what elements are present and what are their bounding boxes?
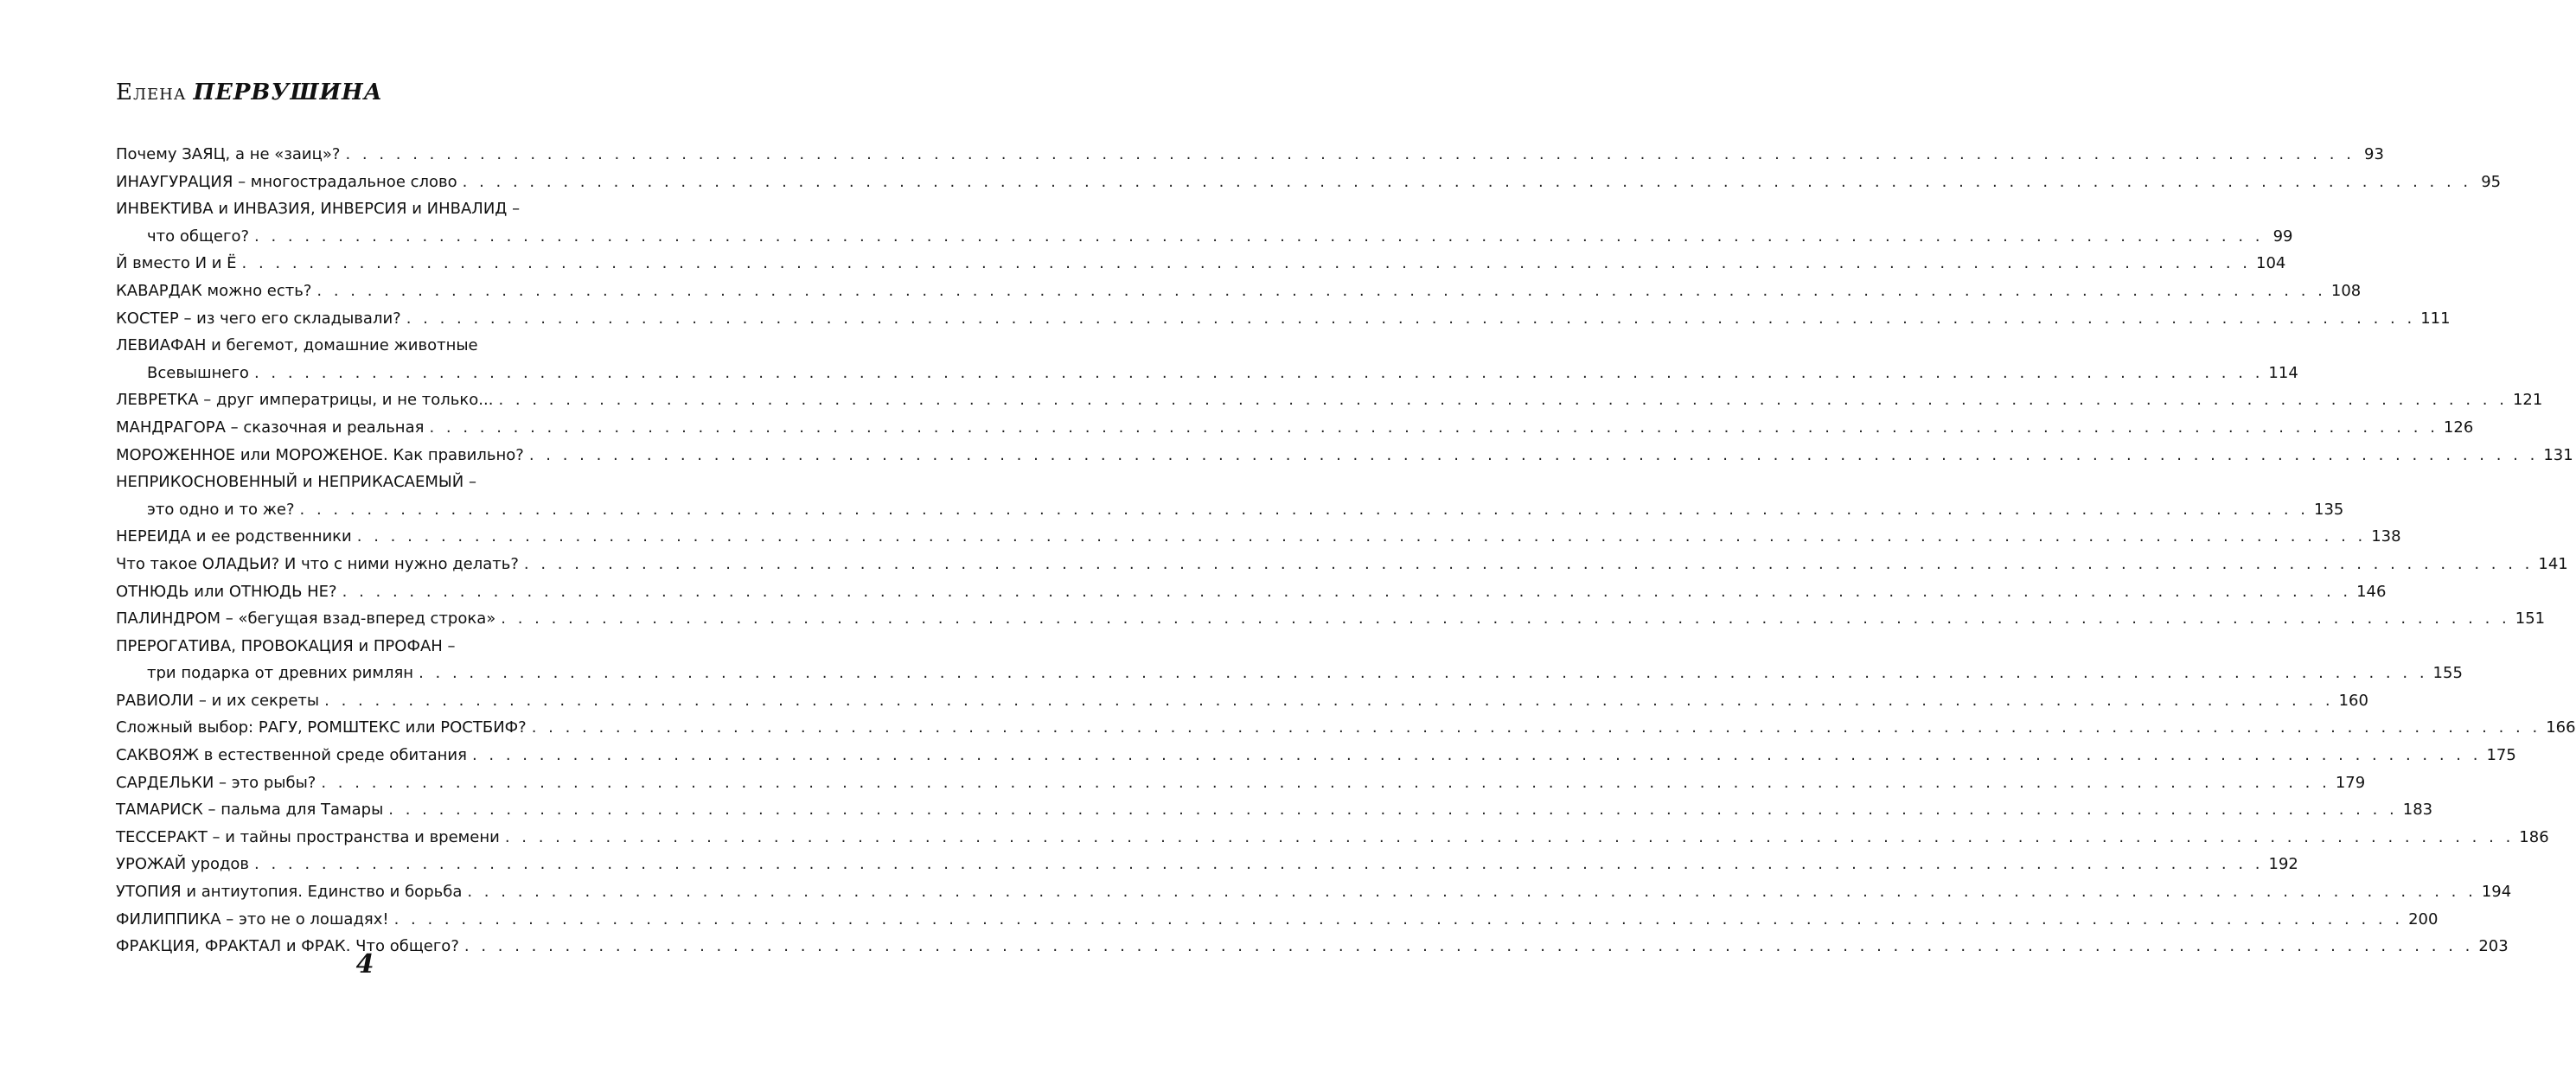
toc-entry	[116, 169, 2502, 196]
dot-leader: . . . . . . . . . . . . . . . . . . . . . . . . . . . . . . . . . . . . . . . . . . . . . . . . . . . . . . . . . . . . . . . . . . . . . . . . . . . . . . . . . . . . . . . . . . . . . . . . . . . . . . . . . . . . . . . . . . . . . . . .	[531, 718, 2541, 737]
toc-entry-page: 160	[2338, 691, 2368, 710]
dot-leader: . . . . . . . . . . . . . . . . . . . . . . . . . . . . . . . . . . . . . . . . . . . . . . . . . . . . . . . . . . . . . . . . . . . . . . . . . . . . . . . . . . . . . . . . . . . . . . . . . . . . . . . . . . . . . . . . . . . . . . . .	[393, 909, 2404, 928]
dot-leader: . . . . . . . . . . . . . . . . . . . . . . . . . . . . . . . . . . . . . . . . . . . . . . . . . . . . . . . . . . . . . . . . . . . . . . . . . . . . . . . . . . . . . . . . . . . . . . . . . . . . . . . . . . . . . . . . . . . . . . . .	[471, 746, 2482, 765]
toc-entry	[116, 278, 2362, 305]
toc-entry-title: ФИЛИППИКА – это не о лошадях!	[116, 909, 389, 928]
toc-entry	[116, 796, 2433, 824]
toc-entry	[116, 878, 2512, 906]
toc-entry-title: НЕРЕИДА и ее родственники	[116, 527, 352, 546]
toc-entry-page: 141	[2538, 554, 2568, 573]
toc-entry-title: САКВОЯЖ в естественной среде обитания	[116, 746, 467, 765]
toc-entry	[116, 742, 2516, 769]
toc-entry-title: ТЕССЕРАКТ – и тайны пространства и времени	[116, 827, 500, 846]
toc-entry-page: 111	[2420, 309, 2451, 328]
toc-entry	[116, 332, 2298, 386]
toc-entry-title: Почему ЗАЯЦ, а не «заиц»?	[116, 145, 341, 163]
toc-entry-title-line1: ЛЕВИАФАН и бегемот, домашние животные	[116, 336, 478, 355]
toc-entry-title-line1: ПРЕРОГАТИВА, ПРОВОКАЦИЯ и ПРОФАН –	[116, 636, 456, 655]
toc-entry-title: Й вместо И и Ё	[116, 254, 237, 273]
dot-leader: . . . . . . . . . . . . . . . . . . . . . . . . . . . . . . . . . . . . . . . . . . . . . . . . . . . . . . . . . . . . . . . . . . . . . . . . . . . . . . . . . . . . . . . . . . . . . . . . . . . . . . . . . . . . . . . . . . . . . . . .	[321, 773, 2330, 792]
author-last-name: ПЕРВУШИНА	[193, 80, 383, 105]
running-header	[116, 80, 383, 105]
toc-entry	[116, 824, 2549, 852]
dot-leader: . . . . . . . . . . . . . . . . . . . . . . . . . . . . . . . . . . . . . . . . . . . . . . . . . . . . . . . . . . . . . . . . . . . . . . . . . . . . . . . . . . . . . . . . . . . . . . . . . . . . . . . . . . . . . . . . . . . . . . . .	[463, 937, 2474, 956]
toc-entry-title: САРДЕЛЬКИ – это рыбы?	[116, 773, 316, 792]
toc-entry	[116, 769, 2366, 797]
toc-entry	[116, 250, 2286, 278]
toc-entry-title-line1: НЕПРИКОСНОВЕННЫЙ и НЕПРИКАСАЕМЫЙ –	[116, 473, 476, 492]
dot-leader: . . . . . . . . . . . . . . . . . . . . . . . . . . . . . . . . . . . . . . . . . . . . . . . . . . . . . . . . . . . . . . . . . . . . . . . . . . . . . . . . . . . . . . . . . . . . . . . . . . . . . . . . . . . . . . . . . . . . . . . .	[254, 855, 2264, 874]
toc-entry-title-line1: ИНВЕКТИВА и ИНВАЗИЯ, ИНВЕРСИЯ и ИНВАЛИД –	[116, 200, 521, 219]
toc-entry-page: 146	[2356, 582, 2387, 601]
dot-leader: . . . . . . . . . . . . . . . . . . . . . . . . . . . . . . . . . . . . . . . . . . . . . . . . . . . . . . . . . . . . . . . . . . . . . . . . . . . . . . . . . . . . . . . . . . . . . . . . . . . . . . . . . . . . . . . . . . . . . . . .	[429, 418, 2439, 437]
toc-entry-page: 121	[2512, 391, 2543, 410]
table-of-contents	[116, 141, 2576, 960]
dot-leader: . . . . . . . . . . . . . . . . . . . . . . . . . . . . . . . . . . . . . . . . . . . . . . . . . . . . . . . . . . . . . . . . . . . . . . . . . . . . . . . . . . . . . . . . . . . . . . . . . . . . . . . . . . . . . . . . . . . . . . . .	[254, 227, 2264, 246]
dot-leader: . . . . . . . . . . . . . . . . . . . . . . . . . . . . . . . . . . . . . . . . . . . . . . . . . . . . . . . . . . . . . . . . . . . . . . . . . . . . . . . . . . . . . . . . . . . . . . . . . . . . . . . . . . . . . . . . . . . . . . . .	[253, 363, 2264, 382]
toc-entry	[116, 851, 2298, 878]
toc-entry-title: ТАМАРИСК – пальма для Тамары	[116, 801, 384, 820]
dot-leader: . . . . . . . . . . . . . . . . . . . . . . . . . . . . . . . . . . . . . . . . . . . . . . . . . . . . . . . . . . . . . . . . . . . . . . . . . . . . . . . . . . . . . . . . . . . . . . . . . . . . . . . . . . . . . . . . . . . . . . . .	[528, 445, 2539, 464]
toc-entry-title: УРОЖАЙ уродов	[116, 855, 250, 874]
dot-leader: . . . . . . . . . . . . . . . . . . . . . . . . . . . . . . . . . . . . . . . . . . . . . . . . . . . . . . . . . . . . . . . . . . . . . . . . . . . . . . . . . . . . . . . . . . . . . . . . . . . . . . . . . . . . . . . . . . . . . . . .	[462, 172, 2472, 191]
dot-leader: . . . . . . . . . . . . . . . . . . . . . . . . . . . . . . . . . . . . . . . . . . . . . . . . . . . . . . . . . . . . . . . . . . . . . . . . . . . . . . . . . . . . . . . . . . . . . . . . . . . . . . . . . . . . . . . . . . . . . . . .	[467, 883, 2477, 902]
toc-entry	[116, 305, 2451, 333]
toc-entry-title: МАНДРАГОРА – сказочная и реальная	[116, 418, 425, 437]
toc-entry	[116, 687, 2368, 715]
toc-entry-page: 203	[2478, 937, 2509, 956]
dot-leader: . . . . . . . . . . . . . . . . . . . . . . . . . . . . . . . . . . . . . . . . . . . . . . . . . . . . . . . . . . . . . . . . . . . . . . . . . . . . . . . . . . . . . . . . . . . . . . . . . . . . . . . . . . . . . . . . . . . . . . . .	[498, 391, 2508, 410]
dot-leader: . . . . . . . . . . . . . . . . . . . . . . . . . . . . . . . . . . . . . . . . . . . . . . . . . . . . . . . . . . . . . . . . . . . . . . . . . . . . . . . . . . . . . . . . . . . . . . . . . . . . . . . . . . . . . . . . . . . . . . . .	[406, 309, 2416, 328]
toc-entry-page: 114	[2268, 363, 2298, 382]
toc-entry-page: 135	[2314, 500, 2344, 519]
toc-entry	[116, 633, 2463, 687]
page-number: 4	[355, 949, 374, 979]
toc-entry-page: 126	[2443, 418, 2474, 437]
dot-leader: . . . . . . . . . . . . . . . . . . . . . . . . . . . . . . . . . . . . . . . . . . . . . . . . . . . . . . . . . . . . . . . . . . . . . . . . . . . . . . . . . . . . . . . . . . . . . . . . . . . . . . . . . . . . . . . . . . . . . . . .	[345, 145, 2355, 163]
toc-entry-title: Что такое ОЛАДЬИ? И что с ними нужно делать?	[116, 554, 519, 573]
dot-leader: . . . . . . . . . . . . . . . . . . . . . . . . . . . . . . . . . . . . . . . . . . . . . . . . . . . . . . . . . . . . . . . . . . . . . . . . . . . . . . . . . . . . . . . . . . . . . . . . . . . . . . . . . . . . . . . . . . . . . . . .	[299, 500, 2310, 519]
toc-entry	[116, 414, 2474, 442]
toc-entry-title: УТОПИЯ и антиутопия. Единство и борьба	[116, 883, 463, 902]
toc-entry-page: 99	[2272, 227, 2293, 246]
dot-leader: . . . . . . . . . . . . . . . . . . . . . . . . . . . . . . . . . . . . . . . . . . . . . . . . . . . . . . . . . . . . . . . . . . . . . . . . . . . . . . . . . . . . . . . . . . . . . . . . . . . . . . . . . . . . . . . . . . . . . . . .	[324, 691, 2334, 710]
toc-entry	[116, 386, 2543, 414]
toc-entry	[116, 906, 2439, 934]
toc-entry-title-line2: три подарка от древних римлян	[147, 664, 414, 683]
toc-entry-page: 151	[2515, 609, 2546, 629]
toc-entry	[116, 578, 2387, 606]
toc-entry-page: 183	[2402, 801, 2433, 820]
toc-entry-title: ЛЕВРЕТКА – друг императрицы, и не только...	[116, 391, 494, 410]
toc-entry-title: ПАЛИНДРОМ – «бегущая взад-вперед строка»	[116, 609, 496, 629]
toc-entry-title: ФРАКЦИЯ, ФРАКТАЛ и ФРАК. Что общего?	[116, 937, 459, 956]
dot-leader: . . . . . . . . . . . . . . . . . . . . . . . . . . . . . . . . . . . . . . . . . . . . . . . . . . . . . . . . . . . . . . . . . . . . . . . . . . . . . . . . . . . . . . . . . . . . . . . . . . . . . . . . . . . . . . . . . . . . . . . .	[419, 664, 2428, 683]
author-first-name: Елена	[116, 80, 187, 105]
toc-entry-page: 104	[2256, 254, 2286, 273]
toc-entry-page: 200	[2408, 909, 2439, 928]
toc-entry	[116, 469, 2344, 523]
dot-leader: . . . . . . . . . . . . . . . . . . . . . . . . . . . . . . . . . . . . . . . . . . . . . . . . . . . . . . . . . . . . . . . . . . . . . . . . . . . . . . . . . . . . . . . . . . . . . . . . . . . . . . . . . . . . . . . . . . . . . . . .	[504, 827, 2515, 846]
toc-entry	[116, 605, 2546, 633]
toc-entry-page: 131	[2543, 445, 2573, 464]
toc-entry-title: КОСТЕР – из чего его складывали?	[116, 309, 401, 328]
dot-leader: . . . . . . . . . . . . . . . . . . . . . . . . . . . . . . . . . . . . . . . . . . . . . . . . . . . . . . . . . . . . . . . . . . . . . . . . . . . . . . . . . . . . . . . . . . . . . . . . . . . . . . . . . . . . . . . . . . . . . . . .	[523, 554, 2534, 573]
dot-leader: . . . . . . . . . . . . . . . . . . . . . . . . . . . . . . . . . . . . . . . . . . . . . . . . . . . . . . . . . . . . . . . . . . . . . . . . . . . . . . . . . . . . . . . . . . . . . . . . . . . . . . . . . . . . . . . . . . . . . . . .	[356, 527, 2367, 546]
toc-entry-page: 179	[2335, 773, 2366, 792]
toc-entry-title: Сложный выбор: РАГУ, РОМШТЕКС или РОСТБИФ?	[116, 718, 527, 737]
toc-entry	[116, 141, 2384, 169]
toc-entry-page: 192	[2268, 855, 2298, 874]
toc-entry-page: 108	[2330, 281, 2362, 300]
toc-entry-title-line2: что общего?	[147, 227, 250, 246]
toc-entry-page: 155	[2432, 664, 2463, 683]
toc-entry-title: МОРОЖЕННОЕ или МОРОЖЕНОЕ. Как правильно?	[116, 445, 524, 464]
toc-entry	[116, 195, 2293, 250]
toc-entry-page: 93	[2364, 145, 2384, 163]
toc-entry	[116, 442, 2573, 469]
toc-entry-title: РАВИОЛИ – и их секреты	[116, 691, 320, 710]
toc-entry-page: 138	[2371, 527, 2401, 546]
toc-entry-page: 175	[2486, 746, 2516, 765]
toc-entry-title: ИНАУГУРАЦИЯ – многострадальное слово	[116, 172, 457, 191]
toc-entry	[116, 714, 2576, 742]
dot-leader: . . . . . . . . . . . . . . . . . . . . . . . . . . . . . . . . . . . . . . . . . . . . . . . . . . . . . . . . . . . . . . . . . . . . . . . . . . . . . . . . . . . . . . . . . . . . . . . . . . . . . . . . . . . . . . . . . . . . . . . .	[388, 801, 2398, 820]
dot-leader: . . . . . . . . . . . . . . . . . . . . . . . . . . . . . . . . . . . . . . . . . . . . . . . . . . . . . . . . . . . . . . . . . . . . . . . . . . . . . . . . . . . . . . . . . . . . . . . . . . . . . . . . . . . . . . . . . . . . . . . .	[316, 281, 2326, 300]
toc-entry-title: КАВАРДАК можно есть?	[116, 281, 312, 300]
toc-entry-title-line2: Всевышнего	[147, 363, 249, 382]
toc-entry	[116, 551, 2568, 578]
toc-entry	[116, 523, 2401, 551]
dot-leader: . . . . . . . . . . . . . . . . . . . . . . . . . . . . . . . . . . . . . . . . . . . . . . . . . . . . . . . . . . . . . . . . . . . . . . . . . . . . . . . . . . . . . . . . . . . . . . . . . . . . . . . . . . . . . . . . . . . . . . . .	[241, 254, 2252, 273]
toc-entry-page: 186	[2519, 827, 2549, 846]
dot-leader: . . . . . . . . . . . . . . . . . . . . . . . . . . . . . . . . . . . . . . . . . . . . . . . . . . . . . . . . . . . . . . . . . . . . . . . . . . . . . . . . . . . . . . . . . . . . . . . . . . . . . . . . . . . . . . . . . . . . . . . .	[501, 609, 2510, 629]
toc-entry-page: 166	[2546, 718, 2576, 737]
toc-entry-title-line2: это одно и то же?	[147, 500, 295, 519]
toc-entry-page: 95	[2481, 172, 2502, 191]
toc-entry-title: ОТНЮДЬ или ОТНЮДЬ НЕ?	[116, 582, 337, 601]
dot-leader: . . . . . . . . . . . . . . . . . . . . . . . . . . . . . . . . . . . . . . . . . . . . . . . . . . . . . . . . . . . . . . . . . . . . . . . . . . . . . . . . . . . . . . . . . . . . . . . . . . . . . . . . . . . . . . . . . . . . . . . .	[342, 582, 2352, 601]
toc-entry-page: 194	[2481, 883, 2512, 902]
